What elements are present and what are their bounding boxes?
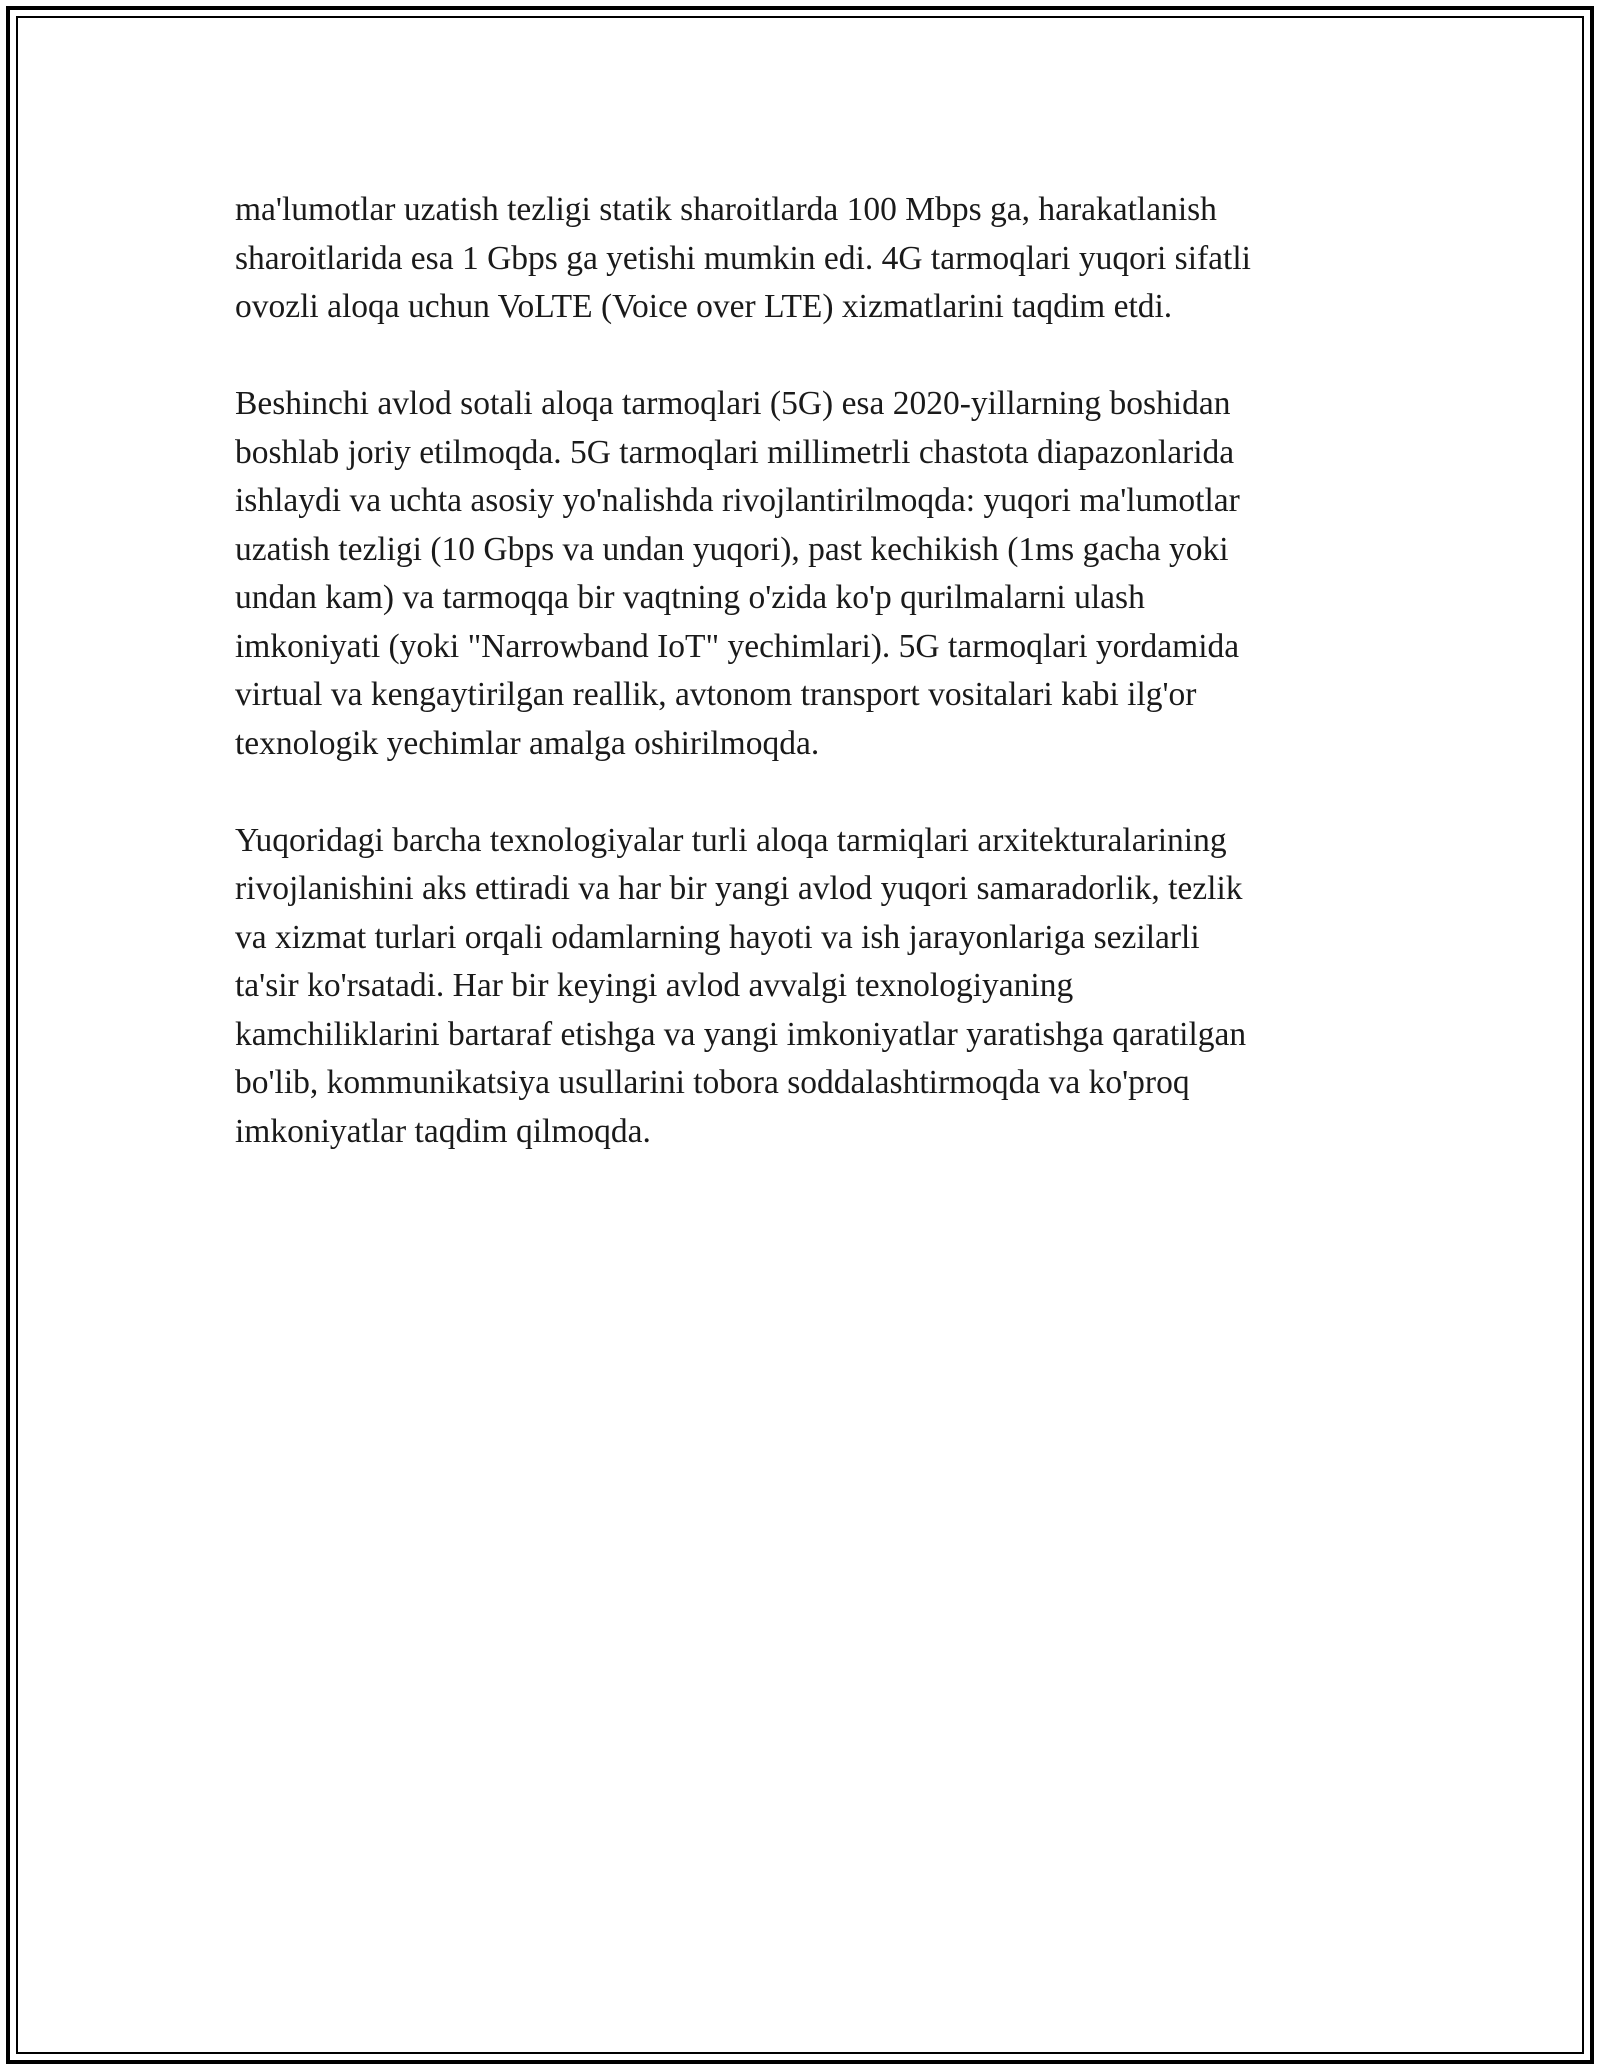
- paragraph-line: rivojlanishini aks ettiradi va har bir yangi avlod yuqori samaradorlik, tezlik: [235, 870, 1243, 907]
- paragraph-line: uzatish tezligi (10 Gbps va undan yuqori), past kechikish (1ms gacha yoki: [235, 530, 1229, 568]
- paragraph-line: Beshinchi avlod sotali aloqa tarmoqlari (5G) esa 2020-yillarning boshidan: [235, 385, 1231, 422]
- paragraph-1: [235, 186, 1375, 332]
- paragraph-line: ovozli aloqa uchun VoLTE (Voice over LTE) xizmatlarini taqdim etdi.: [235, 288, 1173, 325]
- paragraph-line: texnologik yechimlar amalga oshirilmoqda.: [235, 724, 820, 762]
- paragraph-line: imkoniyatlar taqdim qilmoqda.: [235, 1112, 651, 1150]
- paragraph-line: bo'lib, kommunikatsiya usullarini tobora soddalashtirmoqda va ko'proq: [235, 1064, 1190, 1101]
- paragraph-line: boshlab joriy etilmoqda. 5G tarmoqlari millimetrli chastota diapazonlarida: [235, 433, 1235, 471]
- paragraph-line: ma'lumotlar uzatish tezligi statik sharoitlarda 100 Mbps ga, harakatlanish: [235, 191, 1217, 228]
- paragraph-line: virtual va kengaytirilgan reallik, avtonom transport vositalari kabi ilg'or: [235, 676, 1197, 713]
- paragraph-3: [235, 817, 1375, 1157]
- paragraph-line: imkoniyati (yoki "Narrowband IoT" yechimlari). 5G tarmoqlari yordamida: [235, 627, 1240, 665]
- paragraph-line: ishlaydi va uchta asosiy yo'nalishda rivojlantirilmoqda: yuqori ma'lumotlar: [235, 482, 1240, 519]
- paragraph-line: undan kam) va tarmoqqa bir vaqtning o'zida ko'p qurilmalarni ulash: [235, 579, 1145, 616]
- paragraph-line: ta'sir ko'rsatadi. Har bir keyingi avlod avvalgi texnologiyaning: [235, 967, 1074, 1004]
- paragraph-line: sharoitlarida esa 1 Gbps ga yetishi mumkin edi. 4G tarmoqlari yuqori sifatli: [235, 239, 1251, 277]
- paragraph-line: va xizmat turlari orqali odamlarning hayoti va ish jarayonlariga sezilarli: [235, 918, 1200, 956]
- paragraph-line: kamchiliklarini bartaraf etishga va yangi imkoniyatlar yaratishga qaratilgan: [235, 1015, 1247, 1053]
- paragraph-line: Yuqoridagi barcha texnologiyalar turli aloqa tarmiqlari arxitekturalarining: [235, 821, 1227, 859]
- paragraph-2: [235, 380, 1375, 768]
- document-body: [235, 186, 1375, 1205]
